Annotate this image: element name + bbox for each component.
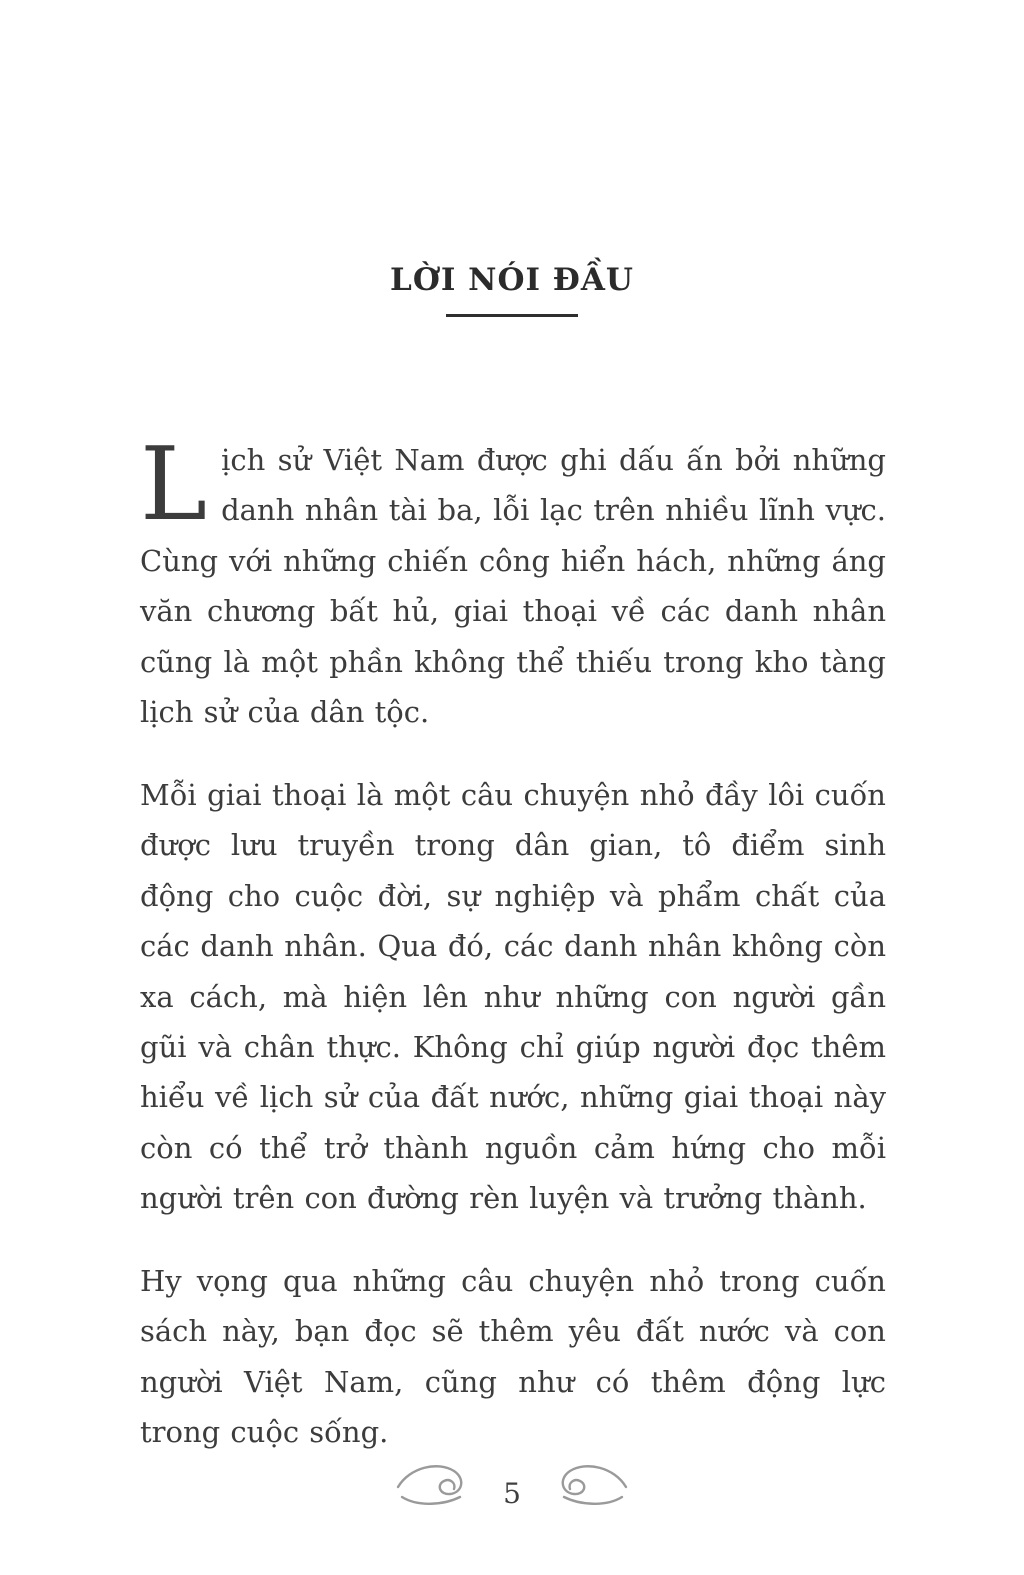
title-divider	[446, 314, 578, 317]
paragraph-2: Mỗi giai thoại là một câu chuyện nhỏ đầy lôi cuốn được lưu truyền trong dân gian, tô điểm sinh động cho cuộc đời, sự nghiệp và phẩm chất của các danh nhân. Qua đó, các danh nhân không còn xa cách, mà hiện lên như những con người gần gũi và chân thực. Không chỉ giúp người đọc thêm hiểu về lịch sử của đất nước, những giai thoại này còn có thể trở thành nguồn cảm hứng cho mỗi người trên con đường rèn luyện và trưởng thành.	[140, 777, 886, 1216]
drop-cap: L	[140, 425, 208, 543]
paragraph-1-text: ịch sử Việt Nam được ghi dấu ấn bởi những danh nhân tài ba, lỗi lạc trên nhiều lĩnh vực. Cùng với những chiến công hiển hách, những áng văn chương bất hủ, giai thoại về các danh nhân cũng là một phần không thể thiếu trong kho tàng lịch sử của dân tộc.	[140, 443, 886, 730]
preface-body	[140, 425, 886, 1458]
chapter-header	[0, 0, 1024, 317]
page-number: 5	[503, 1477, 521, 1510]
paragraph-3: Hy vọng qua những câu chuyện nhỏ trong cuốn sách này, bạn đọc sẽ thêm yêu đất nước và con người Việt Nam, cũng như có thêm động lực trong cuộc sống.	[140, 1263, 886, 1450]
page-footer	[0, 1453, 1024, 1523]
paragraph-1	[140, 425, 886, 738]
footer-ornament-wrap	[392, 1453, 632, 1523]
page-title: LỜI NÓI ĐẦU	[390, 262, 634, 298]
